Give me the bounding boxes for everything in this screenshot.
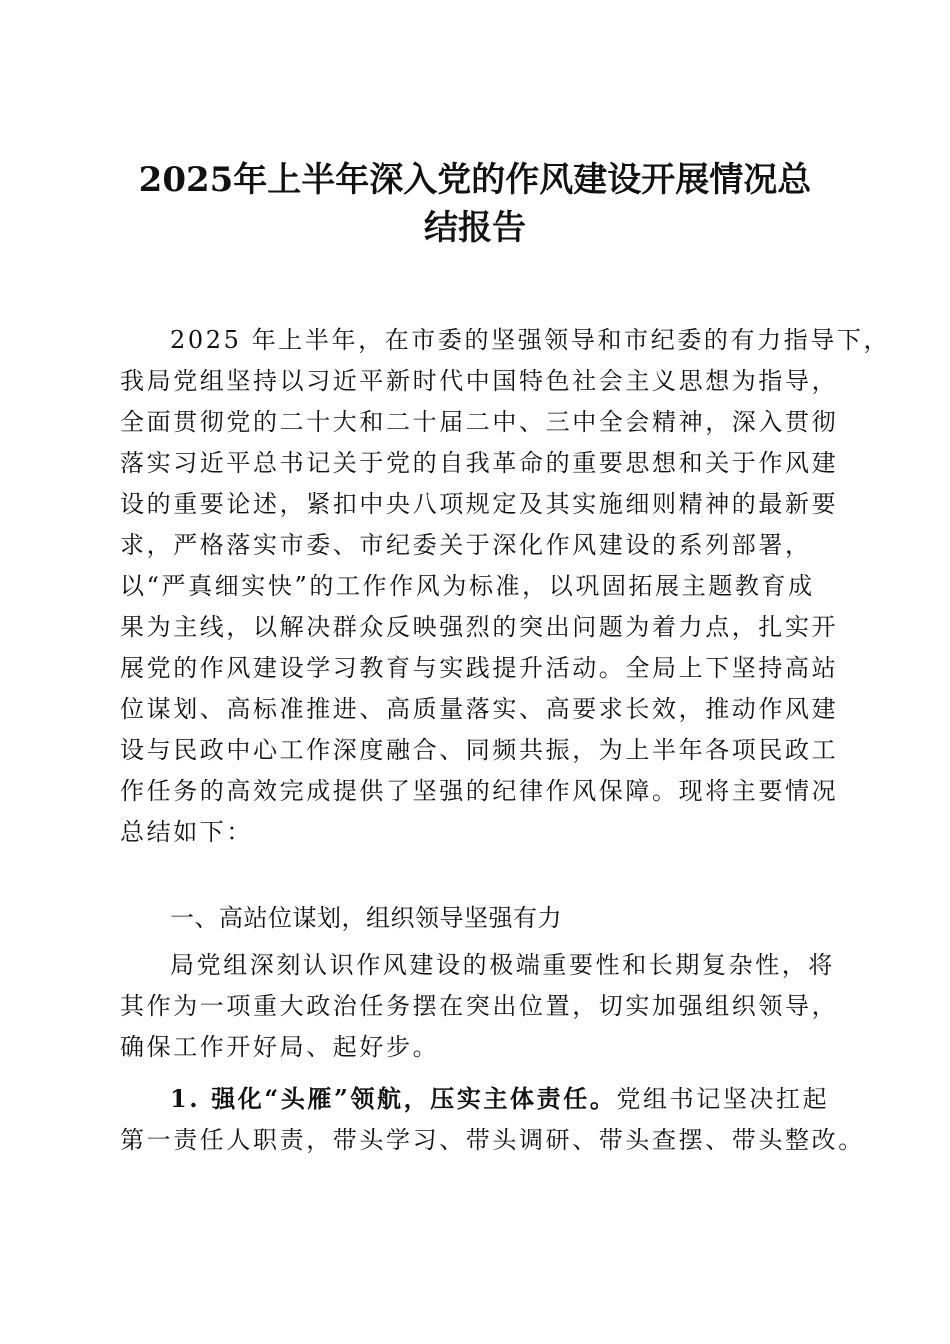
paragraph-line: 以“严真细实快”的工作作风为标准，以巩固拓展主题教育成: [120, 572, 815, 600]
paragraph-line: 2025 年上半年，在市委的坚强领导和市纪委的有力指导下，: [170, 326, 891, 354]
paragraph-line: 局党组深刻认识作风建设的极端重要性和长期复杂性，将: [170, 951, 835, 979]
title-line-2: 结报告: [424, 208, 526, 248]
paragraph-line: 作任务的高效完成提供了坚强的纪律作风保障。现将主要情况: [120, 777, 839, 805]
item-paragraph: [120, 1078, 865, 1161]
paragraph-line: 其作为一项重大政治任务摆在突出位置，切实加强组织领导，: [120, 992, 839, 1020]
paragraph-line: 展党的作风建设学习教育与实践提升活动。全局上下坚持高站: [120, 654, 839, 682]
item-line-1: [120, 1078, 832, 1120]
paragraph-line: 求，严格落实市委、市纪委关于深化作风建设的系列部署，: [120, 531, 812, 559]
paragraph-line: 果为主线，以解决群众反映强烈的突出问题为着力点，扎实开: [120, 613, 839, 641]
title-line-1: 2025年上半年深入党的作风建设开展情况总: [138, 160, 812, 200]
intro-paragraph: [120, 320, 891, 853]
paragraph-line: 落实习近平总书记关于党的自我革命的重要思想和关于作风建: [120, 449, 839, 477]
item-lead-rest: 党组书记坚决扛起: [616, 1085, 830, 1113]
section-paragraph: [120, 945, 839, 1068]
paragraph-line: 我局党组坚持以习近平新时代中国特色社会主义思想为指导，: [120, 367, 839, 395]
item-line-2: 第一责任人职责，带头学习、带头调研、带头查摆、带头整改。: [120, 1126, 865, 1154]
section-heading: 一、高站位谋划，组织领导坚强有力: [170, 904, 562, 932]
paragraph-line: 设与民政中心工作深度融合、同频共振，为上半年各项民政工: [120, 736, 839, 764]
paragraph-line: 设的重要论述，紧扣中央八项规定及其实施细则精神的最新要: [120, 490, 839, 518]
paragraph-line: 全面贯彻党的二十大和二十届二中、三中全会精神，深入贯彻: [120, 408, 839, 436]
paragraph-line: 总结如下：: [120, 818, 253, 846]
item-lead-bold: 1. 强化“头雁”领航，压实主体责任。: [170, 1084, 617, 1113]
paragraph-line: 确保工作开好局、起好步。: [120, 1033, 440, 1061]
document-title: [100, 156, 850, 252]
paragraph-line: 位谋划、高标准推进、高质量落实、高要求长效，推动作风建: [120, 695, 839, 723]
